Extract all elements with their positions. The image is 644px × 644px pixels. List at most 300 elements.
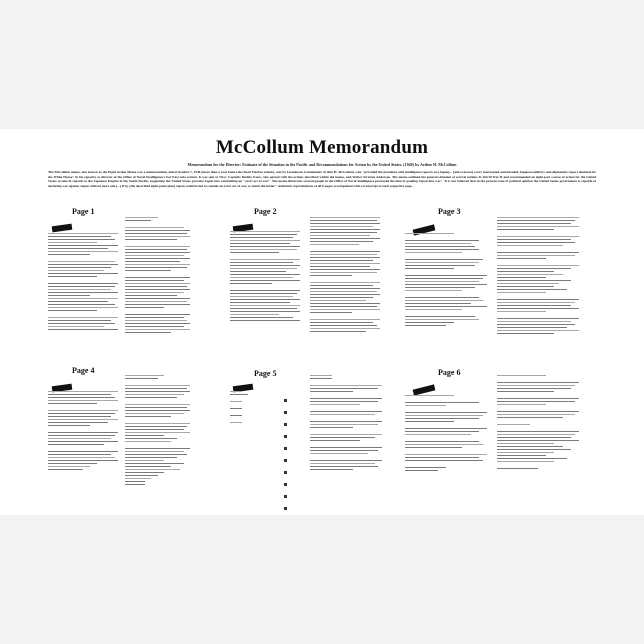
text-line: [125, 469, 180, 470]
text-line: [125, 375, 164, 376]
text-line: [125, 298, 190, 299]
classification-stamp: [413, 384, 436, 395]
poster-title: McCollum Memorandum: [215, 137, 429, 158]
text-line: [48, 394, 111, 395]
text-line: [310, 238, 380, 239]
text-line: [405, 402, 479, 403]
page-1-label: Page 1: [72, 207, 95, 216]
text-line: [230, 234, 297, 235]
text-line: [497, 414, 575, 415]
text-line: [48, 304, 115, 305]
text-line: [125, 454, 187, 455]
text-line: [310, 275, 352, 276]
text-line: [125, 249, 187, 250]
text-line: [310, 312, 352, 313]
text-line: [48, 289, 111, 290]
text-line: [125, 484, 145, 485]
text-line: [230, 252, 279, 253]
text-line: [310, 232, 377, 233]
text-line: [48, 441, 118, 442]
text-line: [497, 449, 571, 450]
text-line: [125, 385, 190, 386]
text-line: [497, 283, 559, 284]
text-line: [310, 272, 377, 273]
text-line: [125, 457, 177, 458]
text-line: [497, 437, 571, 438]
text-line: [497, 217, 579, 218]
text-line: [310, 254, 377, 255]
text-line: [405, 281, 479, 282]
text-line: [497, 318, 579, 319]
text-line: [48, 329, 118, 330]
text-line: [125, 475, 158, 476]
text-line: [48, 307, 118, 308]
text-line: [310, 414, 375, 415]
text-line: [48, 466, 90, 467]
text-line: [497, 398, 579, 399]
text-line: [48, 400, 118, 401]
text-line: [497, 452, 554, 453]
text-line: [310, 257, 380, 258]
text-line: [310, 251, 380, 252]
text-line: [48, 469, 83, 470]
text-line: [405, 249, 479, 250]
text-line: [405, 306, 487, 307]
text-line: [48, 295, 90, 296]
text-line: [310, 378, 332, 379]
text-line: [230, 271, 286, 272]
text-line: [310, 285, 373, 286]
text-line: [405, 300, 483, 301]
text-line: [405, 467, 446, 468]
text-line: [230, 401, 242, 402]
text-line: [310, 391, 353, 392]
text-line: [125, 435, 164, 436]
text-line: [497, 443, 554, 444]
text-line: [405, 252, 462, 253]
text-line: [310, 241, 373, 242]
text-line: [48, 451, 118, 452]
page-5-label: Page 5: [254, 369, 277, 378]
text-line: [497, 311, 546, 312]
text-line: [497, 401, 575, 402]
text-line: [230, 308, 297, 309]
text-line: [497, 302, 575, 303]
text-line: [497, 289, 567, 290]
text-line: [310, 469, 353, 470]
text-line: [405, 290, 462, 291]
page-6-scan-text: [405, 395, 487, 473]
text-line: [48, 233, 118, 234]
text-line: [125, 478, 151, 479]
text-line: [48, 413, 115, 414]
text-line: [125, 481, 145, 482]
text-line: [497, 245, 563, 246]
text-line: [48, 416, 111, 417]
text-line: [310, 260, 373, 261]
text-line: [125, 438, 177, 439]
text-line: [310, 229, 380, 230]
text-line: [125, 410, 190, 411]
text-line: [497, 271, 554, 272]
text-line: [405, 243, 471, 244]
text-line: [230, 317, 293, 318]
text-line: [497, 388, 571, 389]
text-line: [125, 416, 171, 417]
text-line: [230, 320, 300, 321]
text-line: [310, 450, 378, 451]
text-line: [48, 273, 118, 274]
text-line: [405, 418, 479, 419]
text-line: [125, 326, 184, 327]
text-line: [497, 321, 571, 322]
text-line: [497, 327, 567, 328]
text-line: [48, 292, 118, 293]
text-line: [125, 413, 184, 414]
text-line: [230, 283, 272, 284]
text-line: [405, 460, 483, 461]
text-line: [405, 259, 483, 260]
text-line: [405, 457, 479, 458]
page-2-scan-text: [230, 231, 300, 323]
text-line: [125, 320, 187, 321]
text-line: [405, 309, 462, 310]
page-1-transcript: [125, 217, 190, 335]
text-line: [405, 265, 475, 266]
text-line: [405, 319, 479, 320]
text-line: [310, 453, 368, 454]
text-line: [497, 274, 563, 275]
text-line: [230, 243, 290, 244]
text-line: [497, 308, 579, 309]
text-line: [497, 391, 554, 392]
text-line: [310, 325, 377, 326]
text-line: [230, 311, 300, 312]
text-line: [48, 242, 97, 243]
text-line: [230, 391, 242, 392]
text-line: [310, 226, 373, 227]
text-line: [48, 422, 108, 423]
text-line: [125, 432, 190, 433]
text-line: [497, 220, 575, 221]
text-line: [230, 293, 297, 294]
text-line: [405, 268, 454, 269]
text-line: [125, 466, 171, 467]
text-line: [125, 423, 190, 424]
bullet-mark: [284, 495, 287, 498]
text-line: [405, 303, 471, 304]
text-line: [497, 286, 554, 287]
text-line: [405, 415, 483, 416]
bullet-mark: [284, 507, 287, 510]
text-line: [310, 297, 373, 298]
text-line: [497, 324, 575, 325]
text-line: [310, 291, 377, 292]
text-line: [230, 240, 300, 241]
text-line: [48, 261, 115, 262]
text-line: [230, 259, 300, 260]
text-line: [497, 468, 538, 469]
text-line: [125, 394, 184, 395]
text-line: [125, 451, 184, 452]
text-line: [125, 301, 187, 302]
text-line: [310, 306, 377, 307]
text-line: [405, 275, 487, 276]
text-line: [125, 246, 190, 247]
text-line: [310, 424, 378, 425]
text-line: [310, 220, 377, 221]
text-line: [48, 254, 90, 255]
text-line: [125, 448, 190, 449]
text-line: [310, 388, 378, 389]
text-line: [230, 314, 279, 315]
text-line: [310, 328, 380, 329]
page-2-label: Page 2: [254, 207, 277, 216]
text-line: [125, 397, 177, 398]
text-line: [310, 447, 382, 448]
page-3-scan-text: [405, 233, 487, 328]
page-3-transcript: [497, 217, 579, 336]
text-line: [125, 227, 184, 228]
text-line: [310, 411, 382, 412]
text-line: [497, 299, 579, 300]
text-line: [230, 296, 293, 297]
text-line: [125, 463, 184, 464]
text-line: [405, 297, 479, 298]
text-line: [48, 403, 97, 404]
text-line: [497, 434, 575, 435]
page-5-transcript: [310, 375, 382, 472]
text-line: [230, 408, 242, 409]
text-line: [125, 472, 164, 473]
text-line: [497, 236, 579, 237]
text-line: [310, 463, 375, 464]
text-line: [310, 282, 380, 283]
text-line: [125, 277, 190, 278]
text-line: [230, 290, 300, 291]
bullet-mark: [284, 423, 287, 426]
text-line: [497, 385, 575, 386]
text-line: [310, 288, 380, 289]
text-line: [497, 239, 571, 240]
text-line: [405, 431, 479, 432]
text-line: [310, 385, 382, 386]
text-line: [48, 251, 118, 252]
text-line: [310, 440, 360, 441]
text-line: [48, 276, 97, 277]
text-line: [405, 278, 483, 279]
text-line: [310, 303, 380, 304]
text-line: [497, 382, 579, 383]
text-line: [48, 236, 111, 237]
text-line: [497, 280, 571, 281]
text-line: [125, 378, 158, 379]
text-line: [310, 331, 366, 332]
text-line: [405, 454, 487, 455]
text-line: [405, 316, 475, 317]
page-6-transcript: [497, 375, 579, 471]
text-line: [497, 229, 554, 230]
text-line: [48, 410, 118, 411]
text-line: [497, 330, 579, 331]
text-line: [48, 432, 118, 433]
text-line: [125, 283, 190, 284]
text-line: [125, 314, 190, 315]
poster-subtitle: Memorandum for the Director: Estimate of the Situation in the Pacific and Recommendations for Action by the United States. (1940) by Arthur H. McCollum: [187, 162, 457, 167]
poster: [0, 129, 644, 515]
text-line: [125, 317, 184, 318]
text-line: [310, 294, 380, 295]
text-line: [48, 457, 115, 458]
text-line: [310, 421, 382, 422]
text-line: [48, 301, 108, 302]
text-line: [230, 246, 300, 247]
text-line: [125, 289, 190, 290]
text-line: [497, 223, 571, 224]
text-line: [48, 435, 115, 436]
text-line: [310, 235, 370, 236]
text-line: [48, 248, 108, 249]
text-line: [125, 295, 177, 296]
text-line: [310, 266, 370, 267]
text-line: [405, 447, 462, 448]
text-line: [125, 239, 177, 240]
text-line: [230, 394, 248, 395]
text-line: [405, 240, 479, 241]
text-line: [405, 412, 487, 413]
text-line: [125, 286, 187, 287]
text-line: [497, 252, 579, 253]
text-line: [497, 446, 563, 447]
text-line: [48, 286, 115, 287]
text-line: [230, 277, 293, 278]
text-line: [405, 325, 446, 326]
text-line: [125, 323, 190, 324]
text-line: [125, 261, 180, 262]
text-line: [497, 461, 554, 462]
bullet-mark: [284, 435, 287, 438]
text-line: [125, 426, 187, 427]
text-line: [497, 455, 546, 456]
text-line: [125, 233, 187, 234]
text-line: [497, 292, 546, 293]
text-line: [48, 419, 118, 420]
text-line: [497, 417, 563, 418]
text-line: [497, 268, 571, 269]
text-line: [125, 304, 190, 305]
text-line: [48, 444, 104, 445]
text-line: [405, 262, 479, 263]
text-line: [405, 287, 475, 288]
text-line: [405, 428, 487, 429]
text-line: [405, 322, 454, 323]
text-line: [48, 397, 115, 398]
text-line: [230, 268, 297, 269]
text-line: [497, 305, 571, 306]
text-line: [405, 246, 475, 247]
text-line: [310, 375, 332, 376]
text-line: [405, 434, 471, 435]
text-line: [310, 427, 353, 428]
text-line: [310, 322, 373, 323]
text-line: [497, 440, 579, 441]
text-line: [497, 458, 567, 459]
text-line: [405, 421, 454, 422]
text-line: [310, 466, 378, 467]
page-6-label: Page 6: [438, 368, 461, 377]
text-line: [405, 444, 483, 445]
text-line: [125, 267, 187, 268]
text-line: [125, 258, 190, 259]
page-4-transcript: [125, 375, 190, 487]
text-line: [497, 242, 575, 243]
text-line: [125, 252, 190, 253]
page-4-scan-text: [48, 391, 118, 472]
text-line: [230, 265, 300, 266]
text-line: [125, 329, 190, 330]
text-line: [497, 333, 554, 334]
text-line: [230, 280, 300, 281]
text-line: [497, 375, 546, 376]
text-line: [405, 284, 487, 285]
bullet-mark: [284, 447, 287, 450]
text-line: [230, 274, 300, 275]
text-line: [497, 404, 546, 405]
text-line: [125, 332, 171, 333]
text-line: [48, 438, 111, 439]
page-5-scan-text: [230, 391, 290, 425]
text-line: [230, 299, 300, 300]
text-line: [48, 463, 97, 464]
text-line: [310, 269, 380, 270]
text-line: [497, 226, 579, 227]
text-line: [310, 401, 378, 402]
text-line: [48, 460, 118, 461]
text-line: [125, 460, 164, 461]
page-2-transcript: [310, 217, 380, 334]
text-line: [405, 441, 479, 442]
text-line: [48, 264, 118, 265]
text-line: [125, 217, 158, 218]
text-line: [497, 277, 546, 278]
page-1-scan-text: [48, 233, 118, 332]
text-line: [48, 454, 111, 455]
text-line: [310, 263, 380, 264]
text-line: [310, 244, 359, 245]
text-line: [497, 431, 579, 432]
text-line: [310, 398, 382, 399]
text-line: [48, 283, 118, 284]
text-line: [405, 233, 454, 234]
text-line: [48, 267, 111, 268]
text-line: [48, 245, 118, 246]
text-line: [310, 434, 382, 435]
text-line: [125, 429, 184, 430]
text-line: [48, 425, 90, 426]
text-line: [230, 249, 297, 250]
text-line: [230, 422, 242, 423]
text-line: [125, 280, 184, 281]
text-line: [310, 309, 380, 310]
text-line: [125, 441, 171, 442]
text-line: [230, 415, 242, 416]
text-line: [497, 265, 579, 266]
text-line: [497, 255, 575, 256]
text-line: [230, 305, 300, 306]
text-line: [125, 404, 190, 405]
intro-paragraph: The McCollum memo, also known as the Eight Action Memo was a memorandum, dated October 7, 1940 (more than a year before the Pearl Harbor attack), sent by Lieutenant Commander Arthur H. McCollum, who "provided the president with intelligence reports on [Japan]... [and oversaw] every intercepted and decoded Japanese military and diplomatic report destined for the White House" in his capacity as director of the Office of Naval Intelligence's Far East Asia section. It was sent to Navy Captains Dudley Knox, who agreed with the actions described within the memo, and Walter Stratton Anderson. The memo outlined the general situation of several nations in World War II and recommended an eight-part course of action for the United States to take in regards to the Japanese Empire in the South Pacific, suggesting the United States provoke Japan into committing an "overt act of war". The memo illustrates several people in the Office of Naval Intelligence promoted the idea of goading Japan into war: "It is not believed that in the present state of political opinion the United States government is capable of declaring war against Japan without more ado [...] If by [the described eight-point plan] Japan could be led to commit an overt act of war, so much the better." Authentic reproductions of all 6 pages accompanied with a transcript of each respective page.: [48, 170, 596, 188]
text-line: [125, 407, 187, 408]
